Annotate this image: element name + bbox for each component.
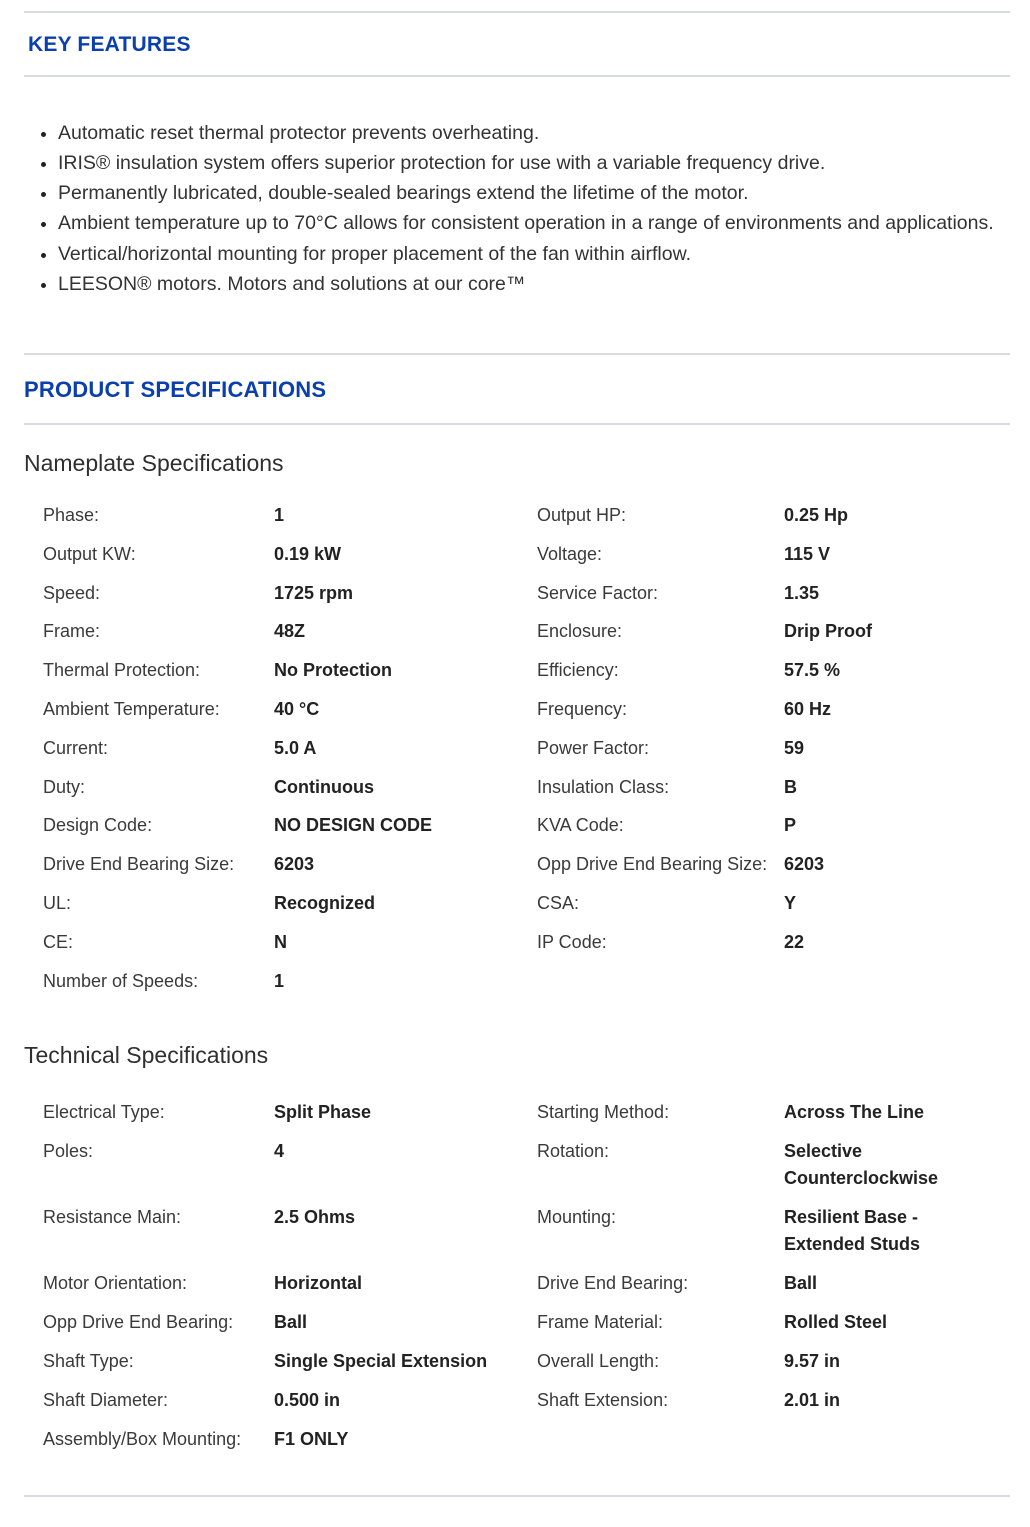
spec-value: 40 °C [274,698,320,719]
spec-label: IP Code: [537,931,607,952]
spec-label: KVA Code: [537,815,624,836]
spec-value: 6203 [784,854,825,875]
spec-label: Drive End Bearing Size: [43,854,235,875]
spec-label: CE: [43,931,74,952]
spec-value: F1 ONLY [274,1429,349,1449]
spec-label: Frame Material: [537,1312,664,1332]
spec-value: Rolled Steel [784,1312,888,1332]
spec-label: Opp Drive End Bearing: [43,1312,234,1332]
spec-value: Resilient Base - Extended Studs [784,1207,921,1254]
spec-label: CSA: [537,892,580,913]
spec-value: 0.500 in [274,1390,341,1410]
spec-label: Thermal Protection: [43,660,201,681]
spec-value: NO DESIGN CODE [274,815,433,836]
spec-value: 60 Hz [784,698,832,719]
spec-value: 2.01 in [784,1390,841,1410]
spec-label: Overall Length: [537,1351,660,1371]
spec-value: 1.35 [784,582,820,603]
bottom-divider [24,1495,1010,1497]
spec-value: Ball [274,1312,308,1332]
spec-label: Insulation Class: [537,776,670,797]
spec-label: Frequency: [537,698,628,719]
spec-value: 22 [784,931,805,952]
spec-label: Mounting: [537,1207,617,1227]
spec-value: 2.5 Ohms [274,1207,356,1227]
spec-value: 1725 rpm [274,582,354,603]
spec-value: Continuous [274,776,374,797]
spec-value: 48Z [274,621,306,642]
nameplate-specifications-title: Nameplate Specifications [24,450,284,476]
spec-label: Service Factor: [537,582,659,603]
key-features-divider [24,75,1010,77]
spec-label: Speed: [43,582,101,603]
spec-value: Selective Counterclockwise [784,1141,939,1188]
technical-specifications-title: Technical Specifications [24,1042,269,1068]
spec-value: 1 [274,970,285,991]
spec-value: 57.5 % [784,660,841,681]
spec-value: B [784,776,797,797]
spec-value: Across The Line [784,1102,925,1122]
spec-value: N [274,931,287,952]
spec-label: UL: [43,892,72,913]
spec-label: Shaft Diameter: [43,1390,169,1410]
spec-value: Single Special Extension [274,1351,488,1371]
specifications-divider [24,423,1010,425]
spec-label [537,1426,784,1465]
spec-value: 59 [784,737,805,758]
spec-value: 4 [274,1141,285,1161]
spec-label: Output HP: [537,505,627,525]
spec-value: Ball [784,1273,818,1293]
nameplate-specifications-table [43,502,1003,1006]
top-divider [24,11,1010,13]
spec-value: 0.25 Hp [784,505,849,525]
spec-value: 115 V [784,543,831,564]
spec-value: Recognized [274,892,376,913]
spec-label: Design Code: [43,815,153,836]
spec-label: Duty: [43,776,86,797]
spec-label: Efficiency: [537,660,619,681]
spec-label: Opp Drive End Bearing Size: [537,854,768,875]
spec-label: Phase: [43,505,100,525]
spec-label: Shaft Extension: [537,1390,669,1410]
spec-label [537,968,784,1007]
spec-label: Resistance Main: [43,1207,182,1227]
features-bottom-divider [24,353,1010,355]
feature-item: • Automatic reset thermal protector prevents overheating. [58,118,1018,148]
spec-label: Frame: [43,621,101,642]
spec-value: 5.0 A [274,737,317,758]
spec-label: Current: [43,737,109,758]
spec-label: Assembly/Box Mounting: [43,1429,242,1449]
feature-item: • Vertical/horizontal mounting for proper placement of the fan within airflow. [58,239,1018,269]
spec-label: Output KW: [43,543,136,564]
product-specifications-heading[interactable]: PRODUCT SPECIFICATIONS [24,377,327,402]
spec-label: Rotation: [537,1141,610,1161]
spec-value: Drip Proof [784,621,872,642]
key-features-list [24,118,1018,299]
spec-label: Power Factor: [537,737,650,758]
feature-item: • IRIS® insulation system offers superior protection for use with a variable frequency drive. [58,148,1018,178]
spec-label: Shaft Type: [43,1351,134,1371]
spec-value [784,1426,1003,1465]
spec-label: Ambient Temperature: [43,698,220,719]
spec-label: Number of Speeds: [43,970,199,991]
spec-label: Voltage: [537,543,603,564]
spec-value: No Protection [274,660,393,681]
technical-specifications-table [43,1099,1003,1465]
spec-value: 1 [274,505,285,525]
spec-label: Motor Orientation: [43,1273,188,1293]
spec-label: Enclosure: [537,621,623,642]
spec-value [784,968,1003,1007]
spec-value: 6203 [274,854,315,875]
feature-item: • Permanently lubricated, double-sealed bearings extend the lifetime of the motor. [58,178,1018,208]
feature-item: • Ambient temperature up to 70°C allows for consistent operation in a range of environments and applications. [58,208,1018,239]
spec-label: Drive End Bearing: [537,1273,689,1293]
spec-value: Horizontal [274,1273,362,1293]
spec-value: 9.57 in [784,1351,841,1371]
spec-label: Electrical Type: [43,1102,165,1122]
key-features-heading[interactable]: KEY FEATURES [28,33,191,56]
spec-value: Split Phase [274,1102,372,1122]
spec-label: Starting Method: [537,1102,670,1122]
spec-label: Poles: [43,1141,94,1161]
spec-value: Y [784,892,797,913]
spec-value: 0.19 kW [274,543,342,564]
spec-value: P [784,815,797,836]
feature-item: • LEESON® motors. Motors and solutions at our core™ [58,269,1018,299]
